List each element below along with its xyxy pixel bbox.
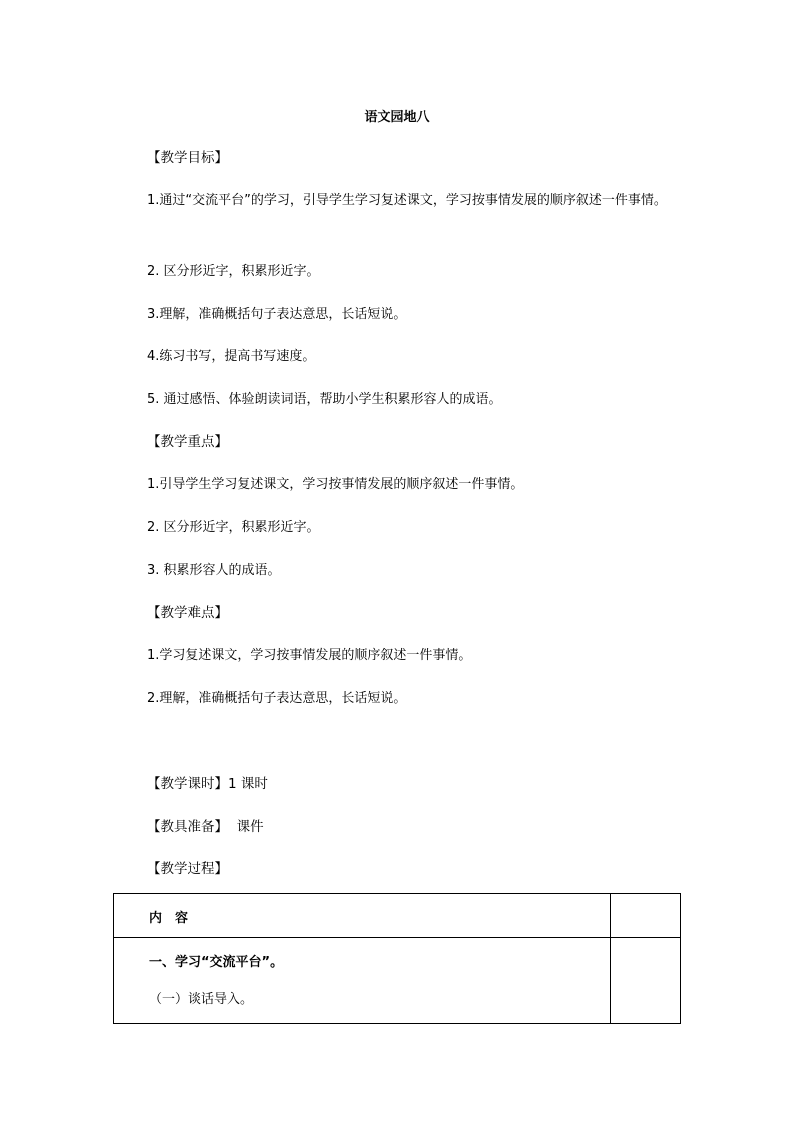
difficulty-item-2: 2.理解，准确概括句子表达意思，长话短说。 [147, 691, 407, 706]
objective-item-1: 1.通过“交流平台”的学习，引导学生学习复述课文，学习按事情发展的顺序叙述一件事情。 [147, 193, 667, 208]
materials-line [147, 819, 264, 835]
table-row [114, 894, 681, 938]
table-body-cell [114, 938, 611, 1024]
class-hours-line [147, 776, 268, 792]
objective-item-3: 3.理解，准确概括句子表达意思，长话短说。 [147, 307, 407, 322]
materials-heading: 【教具准备】 [147, 819, 228, 835]
page-title: 语文园地八 [364, 110, 430, 125]
objective-item-2: 2. 区分形近字，积累形近字。 [147, 264, 320, 279]
objective-item-4: 4.练习书写，提高书写速度。 [147, 349, 316, 364]
key-point-item-2: 2. 区分形近字，积累形近字。 [147, 520, 320, 535]
key-point-item-1: 1.引导学生学习复述课文，学习按事情发展的顺序叙述一件事情。 [147, 477, 524, 492]
table-header-side-cell [611, 894, 681, 938]
table-subsection: （一）谈话导入。 [149, 992, 254, 1007]
objective-item-5: 5. 通过感悟、体验朗读词语，帮助小学生积累形容人的成语。 [147, 392, 502, 407]
table-header-cell [114, 894, 611, 938]
objectives-heading: 【教学目标】 [147, 150, 228, 166]
materials-value: 课件 [236, 819, 264, 835]
key-point-item-3: 3. 积累形容人的成语。 [147, 563, 281, 578]
class-hours-value: 1 课时 [228, 776, 268, 792]
table-header-label: 内 容 [149, 911, 189, 926]
table-body-side-cell [611, 938, 681, 1024]
process-heading: 【教学过程】 [147, 861, 228, 877]
key-points-heading: 【教学重点】 [147, 434, 228, 450]
class-hours-heading: 【教学课时】 [147, 776, 228, 792]
difficulty-item-1: 1.学习复述课文，学习按事情发展的顺序叙述一件事情。 [147, 648, 472, 663]
table-row [114, 938, 681, 1024]
process-table [113, 893, 681, 1024]
table-section-title: 一、学习“交流平台”。 [149, 955, 284, 970]
difficulties-heading: 【教学难点】 [147, 605, 228, 621]
